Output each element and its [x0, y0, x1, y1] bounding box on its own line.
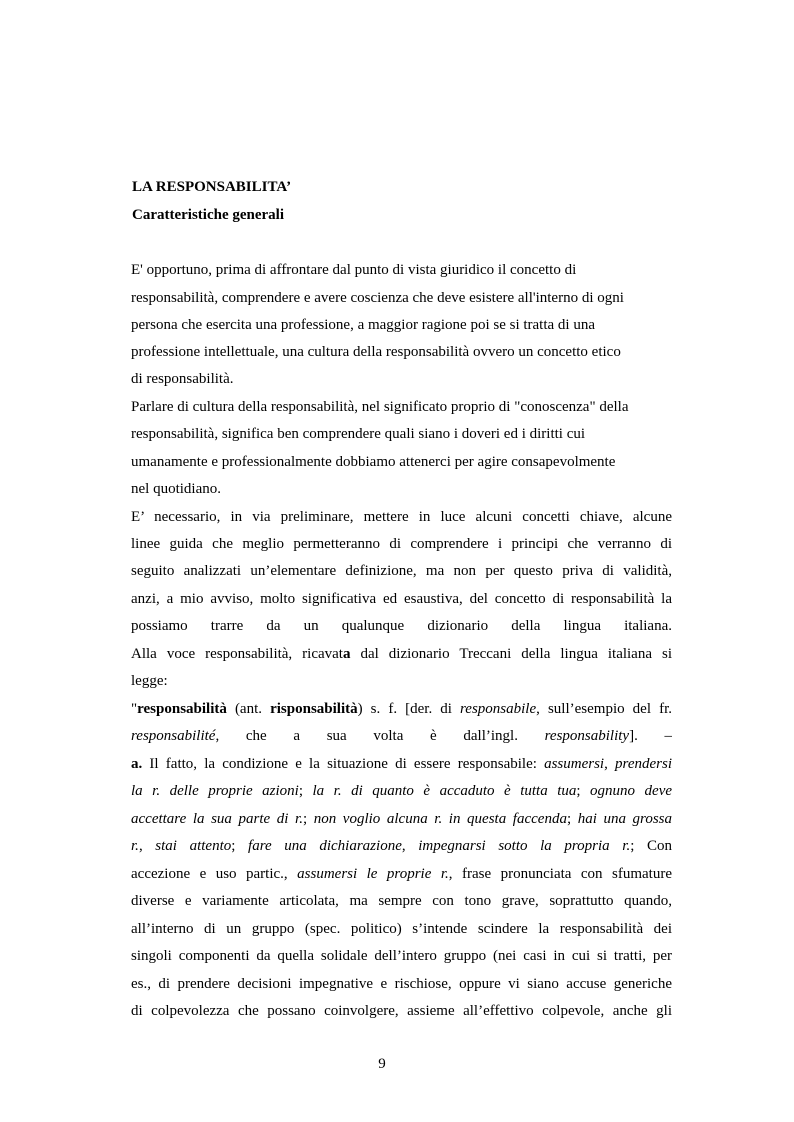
- text-run: la r. delle proprie azioni: [131, 783, 299, 799]
- text-line: [131, 781, 672, 801]
- text-line: [131, 397, 672, 417]
- text-run: ) s. f. [der. di: [357, 701, 461, 717]
- text-run: legge:: [131, 673, 168, 689]
- text-run: , che a sua volta è dall’ingl.: [215, 728, 545, 744]
- text-run: persona che esercita una professione, a maggior ragione poi se si tratta di una: [131, 317, 595, 333]
- text-run: Parlare di cultura della responsabilità, nel significato proprio di "conoscenza" della: [131, 399, 629, 415]
- text-run: r.: [131, 838, 139, 854]
- text-run: a.: [131, 756, 143, 772]
- text-run: ;: [576, 783, 591, 799]
- text-line: [131, 754, 672, 774]
- text-run: seguito analizzati un’elementare definizione, ma non per questo priva di validità,: [131, 563, 672, 579]
- text-run: ognuno deve: [590, 783, 672, 799]
- text-run: stai attento: [155, 838, 232, 854]
- text-run: responsability: [544, 728, 630, 744]
- text-run: possiamo trarre da un qualunque dizionario della lingua italiana.: [131, 618, 672, 634]
- text-run: E' opportuno, prima di affrontare dal punto di vista giuridico il concetto di: [131, 262, 577, 278]
- text-run: Il fatto, la condizione e la situazione di essere responsabile:: [142, 756, 545, 772]
- text-line: [131, 919, 672, 939]
- text-run: nel quotidiano.: [131, 481, 221, 497]
- text-run: diverse e variamente articolata, ma sempre con tono grave, soprattutto quando,: [131, 893, 672, 909]
- text-run: assumersi: [544, 756, 605, 772]
- text-run: es., di prendere decisioni impegnative e rischiose, oppure vi siano accuse generiche: [131, 976, 672, 992]
- text-run: responsabilité: [131, 728, 216, 744]
- text-line: [131, 974, 672, 994]
- text-line: [131, 260, 672, 280]
- text-run: ,: [401, 838, 419, 854]
- text-line: [131, 809, 672, 829]
- section-title: LA RESPONSABILITA’: [132, 179, 292, 195]
- text-run: ,: [138, 838, 156, 854]
- text-line: [131, 534, 672, 554]
- text-run: ; Con: [630, 838, 672, 854]
- text-run: a: [342, 646, 351, 662]
- text-line: [131, 507, 672, 527]
- text-run: assumersi le proprie r.: [297, 866, 449, 882]
- text-line: [131, 589, 672, 609]
- text-run: singoli componenti da quella solidale dell’intero gruppo (nei casi in cui si tratti, per: [131, 948, 672, 964]
- text-run: risponsabilità: [270, 701, 358, 717]
- section-subtitle: Caratteristiche generali: [132, 207, 285, 223]
- text-run: accezione e uso partic.,: [131, 866, 298, 882]
- text-line: [131, 342, 672, 362]
- text-line: [131, 479, 672, 499]
- text-run: ": [131, 701, 138, 717]
- text-line: [131, 644, 672, 664]
- text-run: linee guida che meglio permetteranno di comprendere i principi che verranno di: [131, 536, 672, 552]
- text-run: accettare la sua parte di r.: [131, 811, 303, 827]
- text-line: [131, 671, 672, 691]
- text-line: [131, 315, 672, 335]
- text-run: ;: [302, 811, 314, 827]
- text-run: responsabilità: [137, 701, 227, 717]
- text-run: umanamente e professionalmente dobbiamo attenerci per agire consapevolmente: [131, 454, 616, 470]
- text-run: non voglio alcuna r. in questa faccenda: [313, 811, 567, 827]
- text-line: [131, 452, 672, 472]
- text-run: E’ necessario, in via preliminare, mettere in luce alcuni concetti chiave, alcune: [131, 509, 672, 525]
- text-run: prendersi: [615, 756, 672, 772]
- text-line: [131, 726, 672, 746]
- text-run: impegnarsi sotto la propria r.: [418, 838, 631, 854]
- text-run: di colpevolezza che possano coinvolgere, assieme all’effettivo colpevole, anche gli: [131, 1003, 672, 1019]
- text-run: ]. –: [629, 728, 672, 744]
- text-run: ;: [566, 811, 578, 827]
- text-line: [131, 1001, 672, 1021]
- text-run: responsabilità, significa ben comprendere quali siano i doveri ed i diritti cui: [131, 426, 586, 442]
- text-line: [131, 561, 672, 581]
- text-run: ;: [298, 783, 313, 799]
- text-run: Alla voce responsabilità, ricavat: [131, 646, 343, 662]
- text-line: [131, 369, 672, 389]
- text-line: [131, 946, 672, 966]
- text-run: hai una grossa: [577, 811, 672, 827]
- text-line: [131, 616, 672, 636]
- text-run: , frase pronunciata con sfumature: [448, 866, 672, 882]
- text-run: dal dizionario Treccani della lingua italiana si: [350, 646, 672, 662]
- text-run: la r. di quanto è accaduto è tutta tua: [312, 783, 577, 799]
- text-run: professione intellettuale, una cultura della responsabilità ovvero un concetto etico: [131, 344, 621, 360]
- text-run: responsabile: [460, 701, 537, 717]
- text-run: (ant.: [226, 701, 271, 717]
- text-line: [131, 424, 672, 444]
- text-line: [131, 864, 672, 884]
- text-run: responsabilità, comprendere e avere coscienza che deve esistere all'interno di ogni: [131, 290, 624, 306]
- page-number: 9: [378, 1056, 386, 1072]
- text-line: [131, 836, 672, 856]
- text-line: [131, 288, 672, 308]
- text-run: ;: [231, 838, 249, 854]
- text-run: fare una dichiarazione: [248, 838, 402, 854]
- text-run: anzi, a mio avviso, molto significativa ed esaustiva, del concetto di responsabilità la: [131, 591, 672, 607]
- text-line: [131, 699, 672, 719]
- text-run: , sull’esempio del fr.: [536, 701, 672, 717]
- text-line: [131, 891, 672, 911]
- text-run: ,: [604, 756, 616, 772]
- text-run: all’interno di un gruppo (spec. politico) s’intende scindere la responsabilità dei: [131, 921, 672, 937]
- text-run: di responsabilità.: [131, 371, 234, 387]
